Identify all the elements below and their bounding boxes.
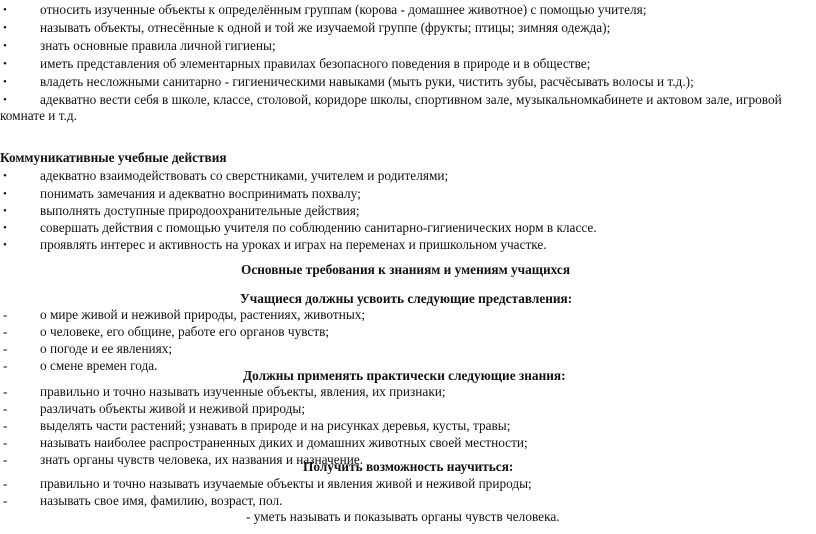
list-item-text: о погоде и ее явлениях; (40, 341, 173, 356)
dash-marker: - (3, 435, 8, 450)
list-item-text: называть наиболее распространенных диких и домашних животных своей местности; (40, 435, 528, 450)
bullet-icon: • (3, 4, 7, 16)
list-item-text: адекватно вести себя в школе, классе, столовой, коридоре школы, спортивном зале, музыкальномкабинете и актовом зале, игровой (40, 92, 782, 107)
dash-marker: - (3, 307, 8, 322)
list-item-text: выполнять доступные природоохранительные действия; (40, 203, 360, 218)
list-item-text: проявлять интерес и активность на уроках и играх на переменах и пришкольном участке. (40, 237, 547, 252)
list-item-text: адекватно взаимодействовать со сверстниками, учителем и родителями; (40, 168, 449, 183)
dash-marker: - (3, 324, 8, 339)
bullet-icon: • (3, 205, 7, 217)
dash-marker: - (3, 341, 8, 356)
dash-marker: - (3, 384, 8, 399)
bullet-icon: • (3, 170, 7, 182)
list-item-text: знать основные правила личной гигиены; (40, 38, 276, 53)
bullet-icon: • (3, 222, 7, 234)
subsection-heading: Должны применять практически следующие знания: (243, 368, 566, 383)
list-item-text: правильно и точно называть изучаемые объекты и явления живой и неживой природы; (40, 476, 532, 491)
section-heading: Основные требования к знаниям и умениям учащихся (241, 262, 571, 277)
list-item-text: понимать замечания и адекватно воспринимать похвалу; (40, 186, 361, 201)
bullet-icon: • (3, 58, 7, 70)
final-line: - уметь называть и показывать органы чувств человека. (246, 509, 560, 524)
list-item-text: о человеке, его общине, работе его органов чувств; (40, 324, 330, 339)
list-item-text: о смене времен года. (40, 358, 158, 373)
list-item-continuation (0, 108, 77, 124)
bullet-icon: • (3, 188, 7, 200)
list-item-text: иметь представления об элементарных правилах безопасного поведения в природе и в обществе; (40, 56, 591, 71)
dash-marker: - (3, 418, 8, 433)
bullet-icon: • (3, 239, 7, 251)
dash-marker: - (3, 401, 8, 416)
subsection-heading: Получить возможность научиться: (303, 459, 514, 474)
list-item-text: называть свое имя, фамилию, возраст, пол. (40, 493, 283, 508)
dash-marker: - (3, 452, 8, 467)
list-item-text: различать объекты живой и неживой природы; (40, 401, 306, 416)
list-item-text: называть объекты, отнесённые к одной и той же изучаемой группе (фрукты; птицы; зимняя одежда); (40, 20, 611, 35)
bullet-icon: • (3, 94, 7, 106)
list-item-text: относить изученные объекты к определённым группам (корова - домашнее животное) с помощью учителя; (40, 2, 647, 17)
list-item-text: выделять части растений; узнавать в природе и на рисунках деревья, кусты, травы; (40, 418, 511, 433)
list-item-text: совершать действия с помощью учителя по соблюдению санитарно-гигиенических норм в классе. (40, 220, 597, 235)
dash-marker: - (3, 493, 8, 508)
list-item-text: о мире живой и неживой природы, растениях, животных; (40, 307, 366, 322)
list-item-text: комнате и т.д. (0, 108, 77, 123)
bullet-icon: • (3, 22, 7, 34)
list-item-text: владеть несложными санитарно - гигиеническими навыками (мыть руки, чистить зубы, расчёсывать волосы и т.д.); (40, 74, 694, 89)
section-heading: Коммуникативные учебные действия (0, 150, 227, 165)
list-item-text: знать органы чувств человека, их названия и назначение. (40, 452, 364, 467)
dash-marker: - (3, 358, 8, 373)
subsection-heading: Учащиеся должны усвоить следующие представления: (240, 291, 573, 306)
bullet-icon: • (3, 40, 7, 52)
bullet-icon: • (3, 76, 7, 88)
dash-marker: - (3, 476, 8, 491)
list-item-text: правильно и точно называть изученные объекты, явления, их признаки; (40, 384, 446, 399)
